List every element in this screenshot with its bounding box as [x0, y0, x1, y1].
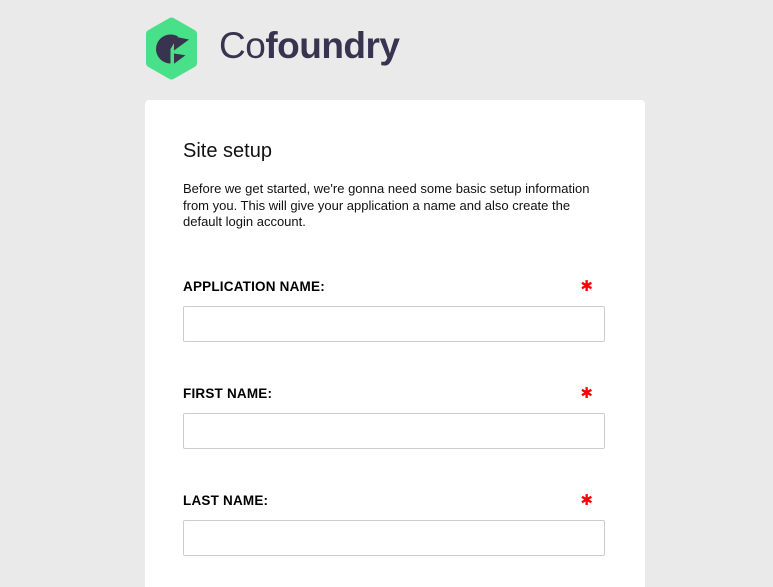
last-name-input[interactable]: [183, 520, 605, 556]
first-name-label: FIRST NAME:: [183, 385, 273, 401]
page-title: Site setup: [183, 140, 272, 162]
required-asterisk-icon: ✱: [580, 276, 593, 295]
brand-name-bold: foundry: [265, 25, 400, 66]
required-asterisk-icon: ✱: [580, 490, 593, 509]
brand-name-regular: Co: [219, 25, 266, 66]
field-application-name: [183, 276, 605, 342]
application-name-input[interactable]: [183, 306, 605, 342]
site-setup-card: [145, 100, 645, 587]
brand-header: [145, 17, 400, 80]
field-head: [183, 490, 605, 509]
last-name-label: LAST NAME:: [183, 492, 269, 508]
setup-description: Before we get started, we're gonna need some basic setup information from you. This will give your application a name and also create the default login account.: [183, 181, 590, 229]
application-name-label: APPLICATION NAME:: [183, 278, 325, 294]
site-setup-form: [183, 276, 605, 556]
first-name-input[interactable]: [183, 413, 605, 449]
field-first-name: [183, 383, 605, 449]
brand-title: [219, 27, 400, 70]
field-head: [183, 276, 605, 295]
required-asterisk-icon: ✱: [580, 383, 593, 402]
field-head: [183, 383, 605, 402]
cofoundry-logo-icon: [145, 17, 198, 80]
field-last-name: [183, 490, 605, 556]
